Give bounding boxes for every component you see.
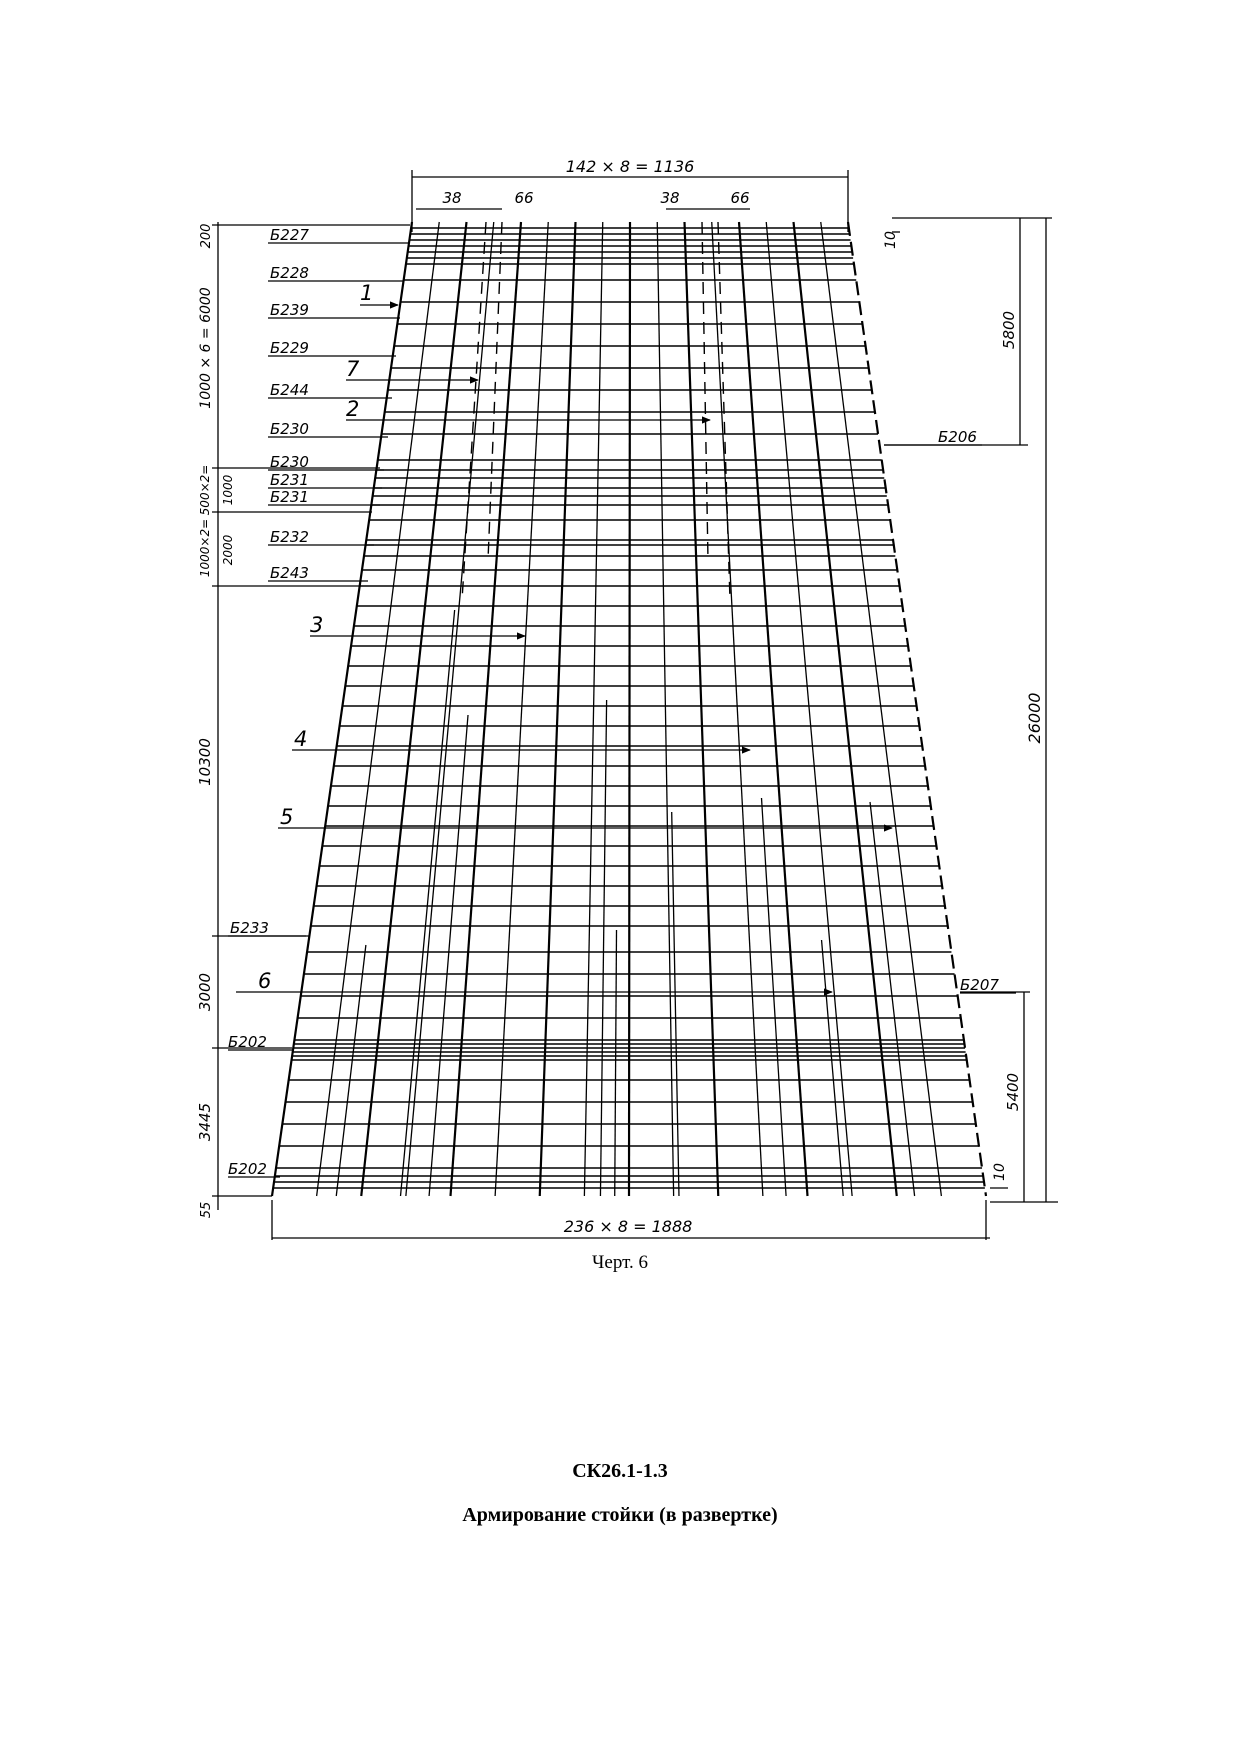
position-mark: 7 [346,357,360,381]
rebar-label: Б230 [270,453,309,471]
rebar-label: Б207 [960,976,999,994]
dim-top-sub: 66 [514,189,534,207]
dim-left: 1000×2= [198,518,212,578]
dim-right: 10 [883,231,899,249]
dim-left: 1000 [221,474,235,506]
position-mark: 2 [346,397,360,421]
document-code: СК26.1-1.3 [572,1460,668,1482]
rebar-label: Б202 [228,1033,267,1051]
additional-bar [600,700,606,1196]
rebar-label: Б229 [270,339,309,357]
additional-bar [336,945,366,1196]
rebar-label: Б243 [270,564,309,582]
mesh-right-edge [848,222,986,1196]
additional-bar [401,610,455,1196]
rebar-label: Б206 [938,428,977,446]
position-mark: 6 [258,969,272,993]
rebar-label: Б230 [270,420,309,438]
dim-top-sub: 38 [442,189,462,207]
dim-left: 3445 [196,1102,214,1142]
document-title: Армирование стойки (в развертке) [462,1504,778,1526]
rebar-label: Б231 [270,471,309,489]
rebar-label: Б232 [270,528,309,546]
drawing-labels [196,157,1044,1236]
dim-left: 3000 [196,972,214,1012]
dashed-bar [718,222,730,600]
longitudinal-bar [629,222,630,1196]
rebar-mesh [272,222,986,1196]
rebar-label: Б239 [270,301,309,319]
additional-bar [761,798,786,1196]
dim-right: 10 [992,1163,1008,1181]
dim-left: 2000 [221,534,235,566]
position-mark: 3 [310,613,324,637]
dashed-bar [702,222,708,560]
dim-top-sub: 66 [730,189,750,207]
dim-top-sub: 38 [660,189,680,207]
dim-left: 10300 [196,738,214,786]
dim-bottom-total: 236 × 8 = 1888 [563,1217,693,1236]
dim-right: 5800 [1000,310,1018,350]
dashed-bar [462,222,486,600]
dim-right: 5400 [1004,1072,1022,1112]
figure-caption: Черт. 6 [592,1252,648,1273]
rebar-label: Б233 [230,919,269,937]
rebar-label: Б244 [270,381,309,399]
rebar-label: Б202 [228,1160,267,1178]
rebar-label: Б231 [270,488,309,506]
dim-top-total: 142 × 8 = 1136 [565,157,695,176]
position-mark: 5 [280,805,294,829]
dim-left: 200 [199,223,214,249]
dim-left: 1000 × 6 = 6000 [198,287,214,409]
dim-left: 500×2= [198,464,212,516]
dim-right: 26000 [1025,692,1044,744]
additional-bar [615,930,617,1196]
rebar-label: Б228 [270,264,309,282]
position-mark: 1 [360,281,374,305]
leader-lines [228,243,1016,1177]
dim-left: 55 [199,1201,214,1219]
rebar-label: Б227 [270,226,309,244]
position-mark: 4 [294,727,308,751]
